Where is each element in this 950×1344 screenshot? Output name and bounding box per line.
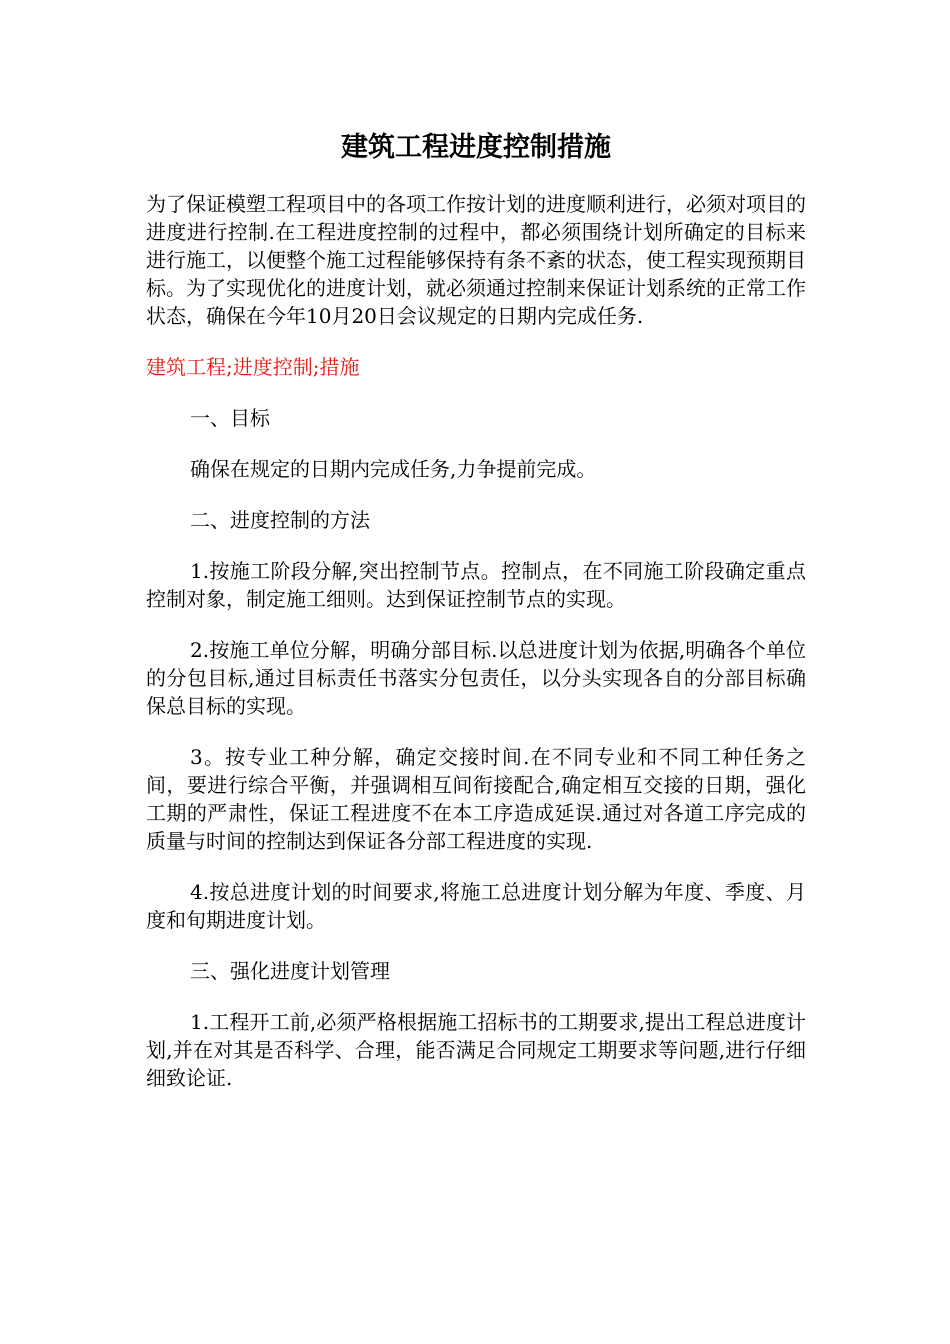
section-heading-management: 三、强化进度计划管理 (190, 959, 390, 983)
method-item-3: 3。按专业工种分解，确定交接时间.在不同专业和不同工种任务之间，要进行综合平衡，并强调相互间衔接配合,确定相互交接的日期，强化工期的严肃性，保证工程进度不在本工序造成延误.通过对各道工序完成的质量与时间的控制达到保证各分部工程进度的实现. (146, 745, 806, 853)
management-item-1: 1.工程开工前,必须严格根据施工招标书的工期要求,提出工程总进度计划,并在对其是否科学、合理，能否满足合同规定工期要求等问题,进行仔细细致论证. (146, 1010, 806, 1090)
method-item-2: 2.按施工单位分解，明确分部目标.以总进度计划为依据,明确各个单位的分包目标,通过目标责任书落实分包责任，以分头实现各自的分部目标确保总目标的实现。 (146, 638, 806, 718)
section-heading-goal: 一、目标 (190, 406, 270, 430)
keywords-line: 建筑工程;进度控制;措施 (146, 355, 360, 379)
goal-paragraph: 确保在规定的日期内完成任务,力争提前完成。 (190, 457, 597, 481)
document-body (146, 128, 806, 1115)
abstract-paragraph: 为了保证模塑工程项目中的各项工作按计划的进度顺利进行，必须对项目的进度进行控制.在工程进度控制的过程中，都必须围绕计划所确定的目标来进行施工，以便整个施工过程能够保持有条不紊的状态，使工程实现预期目标。为了实现优化的进度计划，就必须通过控制来保证计划系统的正常工作状态，确保在今年10月20日会议规定的日期内完成任务. (146, 192, 806, 328)
section-heading-methods: 二、进度控制的方法 (190, 508, 370, 532)
method-item-4: 4.按总进度计划的时间要求,将施工总进度计划分解为年度、季度、月度和旬期进度计划。 (146, 880, 806, 932)
document-title: 建筑工程进度控制措施 (341, 132, 611, 163)
method-item-1: 1.按施工阶段分解,突出控制节点。控制点，在不同施工阶段确定重点控制对象，制定施工细则。达到保证控制节点的实现。 (146, 559, 806, 611)
